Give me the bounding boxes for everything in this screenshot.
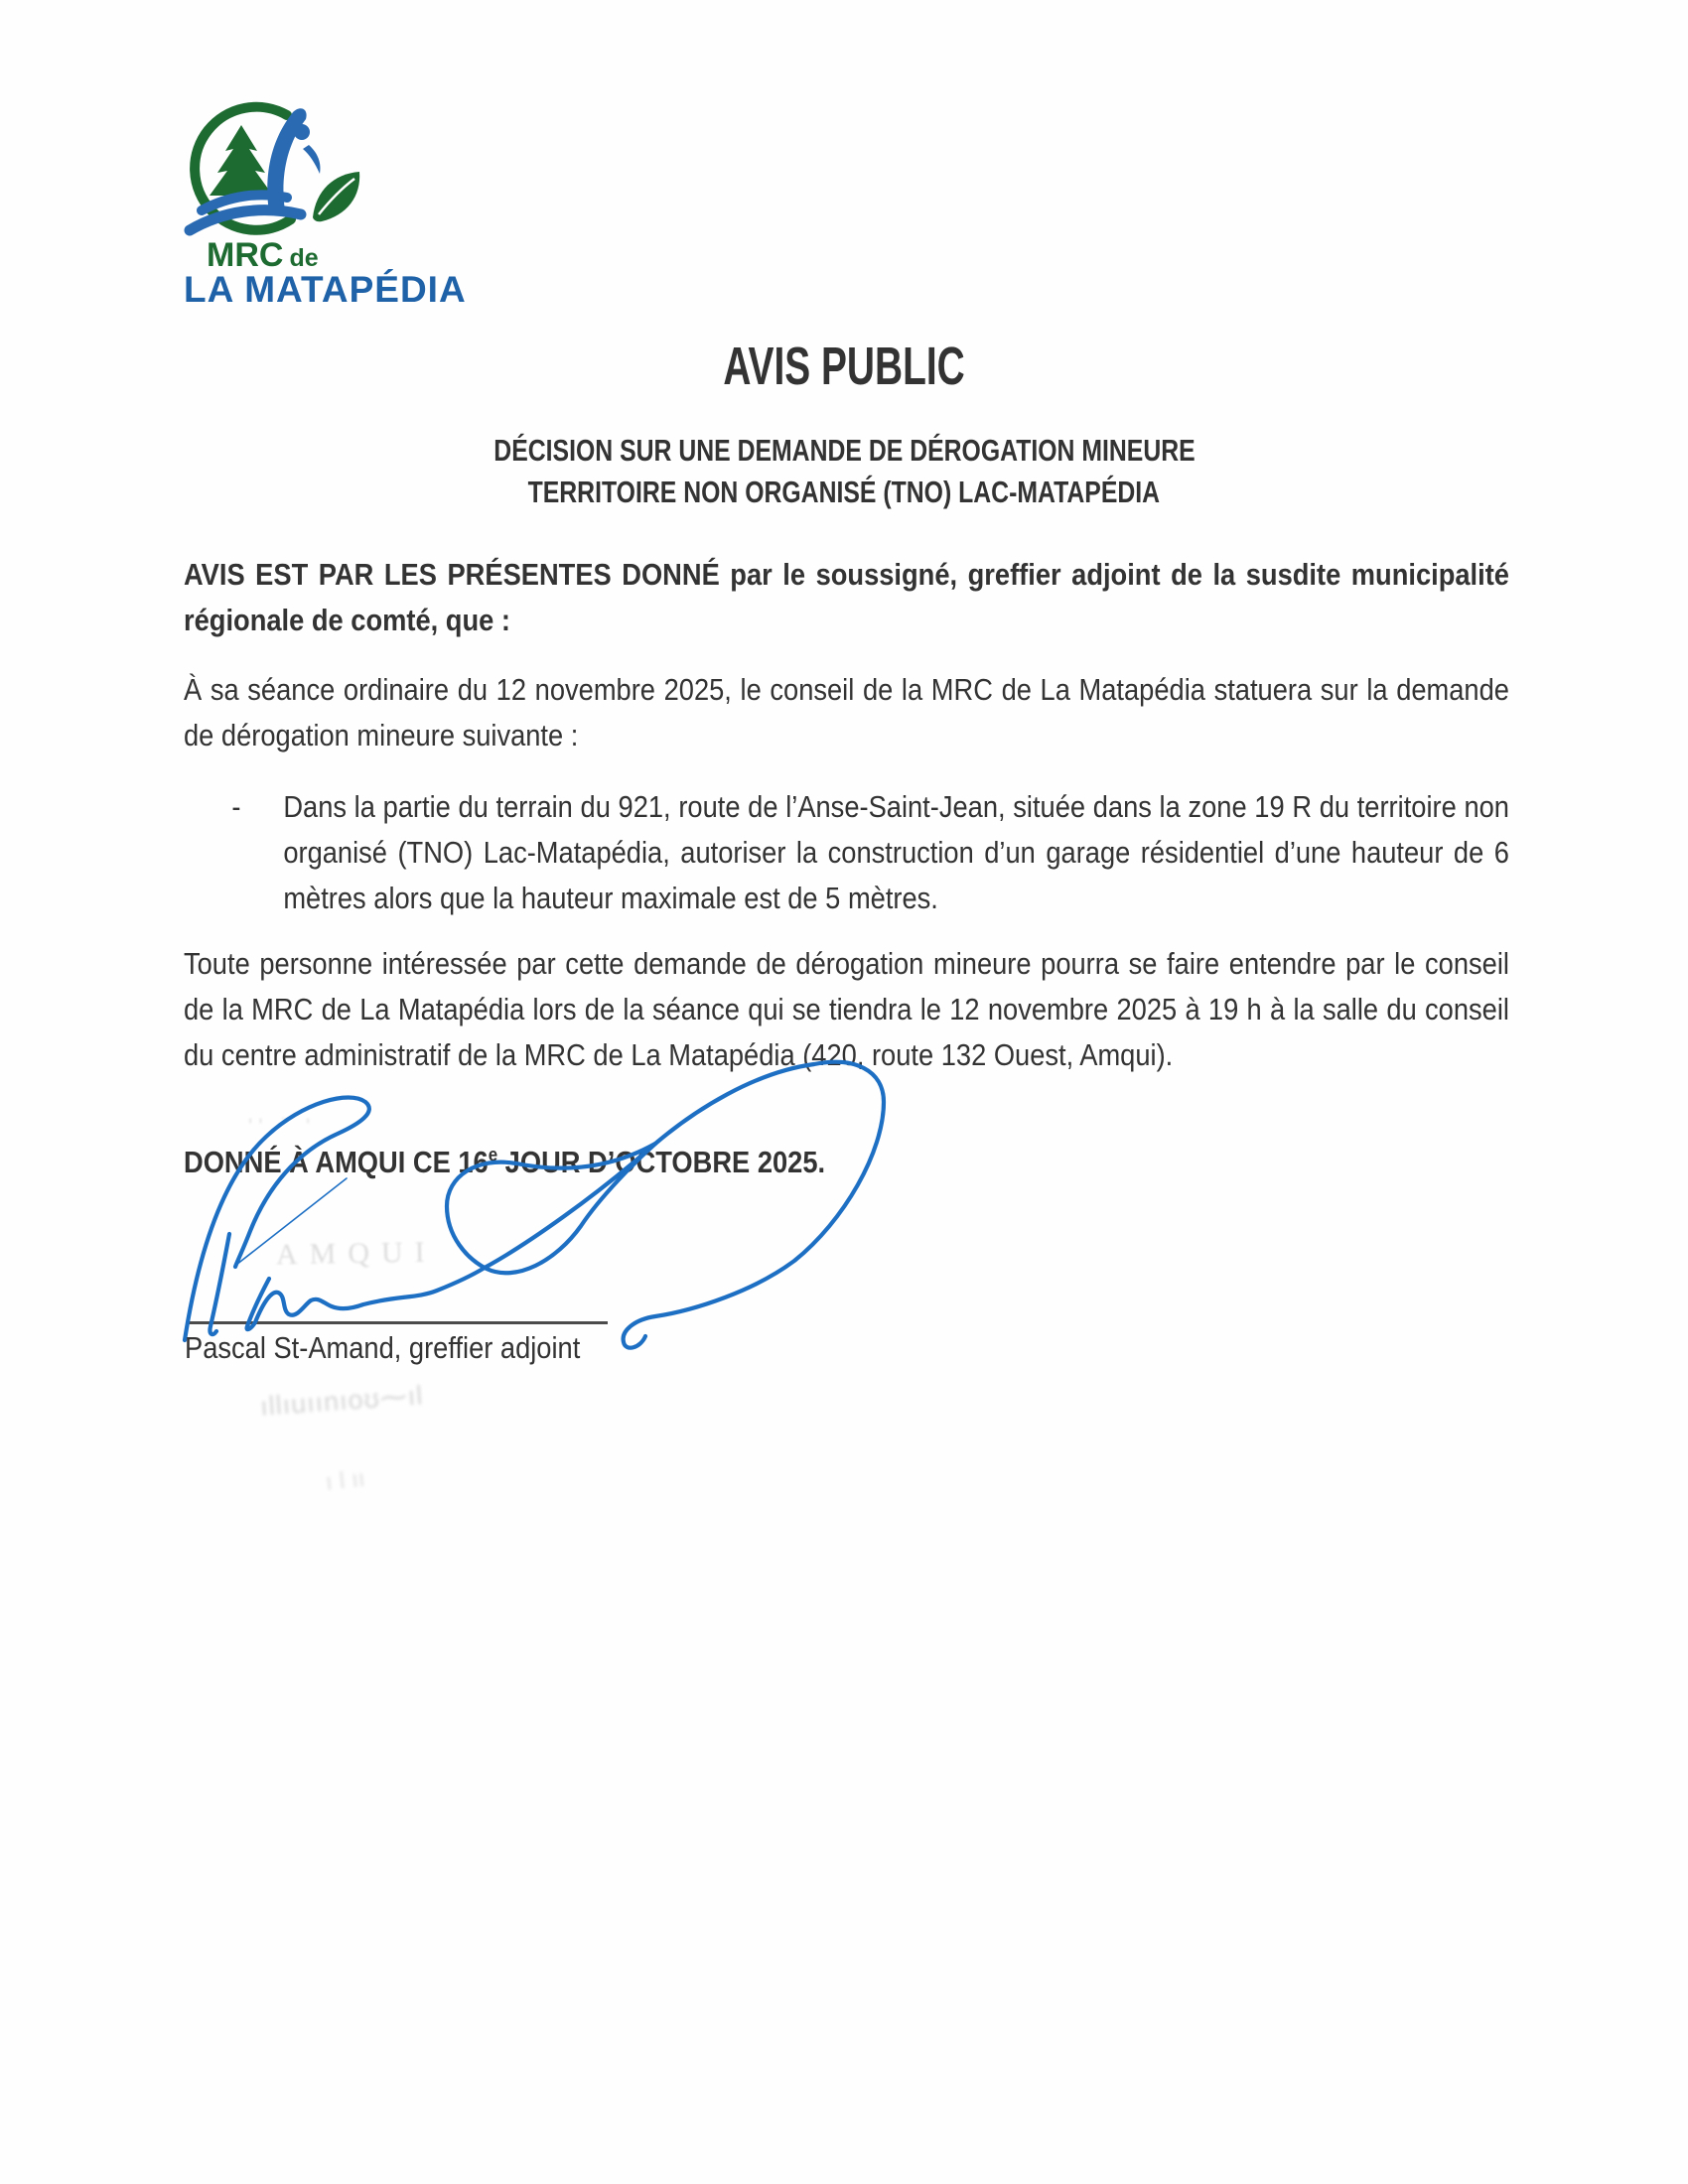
stamp-smudge: ʹʹ ˙ ʹ [248,1114,317,1139]
bullet-marker: - [231,789,241,824]
org-name-line2: LA MATAPÉDIA [184,269,467,310]
paragraph-session: À sa séance ordinaire du 12 novembre 2025, le conseil de la MRC de La Matapédia statuera sur la demande de dérogation mineure suivante : [184,672,1509,752]
person-arm-icon [303,145,321,174]
dateline-prefix: DONNÉ À AMQUI CE 16 [184,1145,489,1179]
logo-emblem-icon [182,99,370,246]
paragraph-notice [184,552,1509,643]
document-subtitle [0,433,1688,516]
org-name-line1: MRC de [207,236,319,274]
notice-rest: par le soussigné, greffier adjoint de la susdite municipalité régionale de comté, que : [184,557,1509,637]
person-head-icon [294,124,310,140]
page-title: AVIS PUBLIC [723,337,965,396]
stamp-smudge: ıllıuıınıoʊ⁓ıl [259,1380,425,1422]
pine-tree-icon [210,125,273,196]
dateline [184,1140,1509,1185]
notice-lead: AVIS EST PAR LES PRÉSENTES DONNÉ [184,557,720,592]
stamp-ghost-text: AMQUI [275,1235,437,1272]
subtitle-line-1: DÉCISION SUR UNE DEMANDE DE DÉROGATION MINEURE [492,433,1196,468]
dateline-superscript: e [488,1145,498,1166]
signature-line [187,1321,608,1324]
bullet-text: Dans la partie du terrain du 921, route de l’Anse-Saint-Jean, située dans la zone 19 R du territoire non organisé (TNO) Lac-Matapédia, autoriser la construction d’un garage résidentiel d’une hauteur de 6 mètres alors que la hauteur maximale est de 5 mètres. [283,789,1509,915]
paragraph-hearing: Toute personne intéressée par cette demande de dérogation mineure pourra se faire entendre par le conseil de la MRC de La Matapédia lors de la séance qui se tiendra le 12 novembre 2025 à 19 h à la salle du conseil du centre administratif de la MRC de La Matapédia (420, route 132 Ouest, Amqui). [184,946,1509,1072]
subtitle-line-2: TERRITOIRE NON ORGANISÉ (TNO) LAC-MATAPÉDIA [527,475,1161,509]
mrc-matapedia-logo [182,99,539,310]
stamp-smudge: ı ǀ ıı [324,1465,366,1496]
dateline-suffix: JOUR D’OCTOBRE 2025. [497,1145,826,1179]
signatory-name: Pascal St-Amand, greffier adjoint [185,1330,581,1365]
bullet-item [184,784,1509,921]
